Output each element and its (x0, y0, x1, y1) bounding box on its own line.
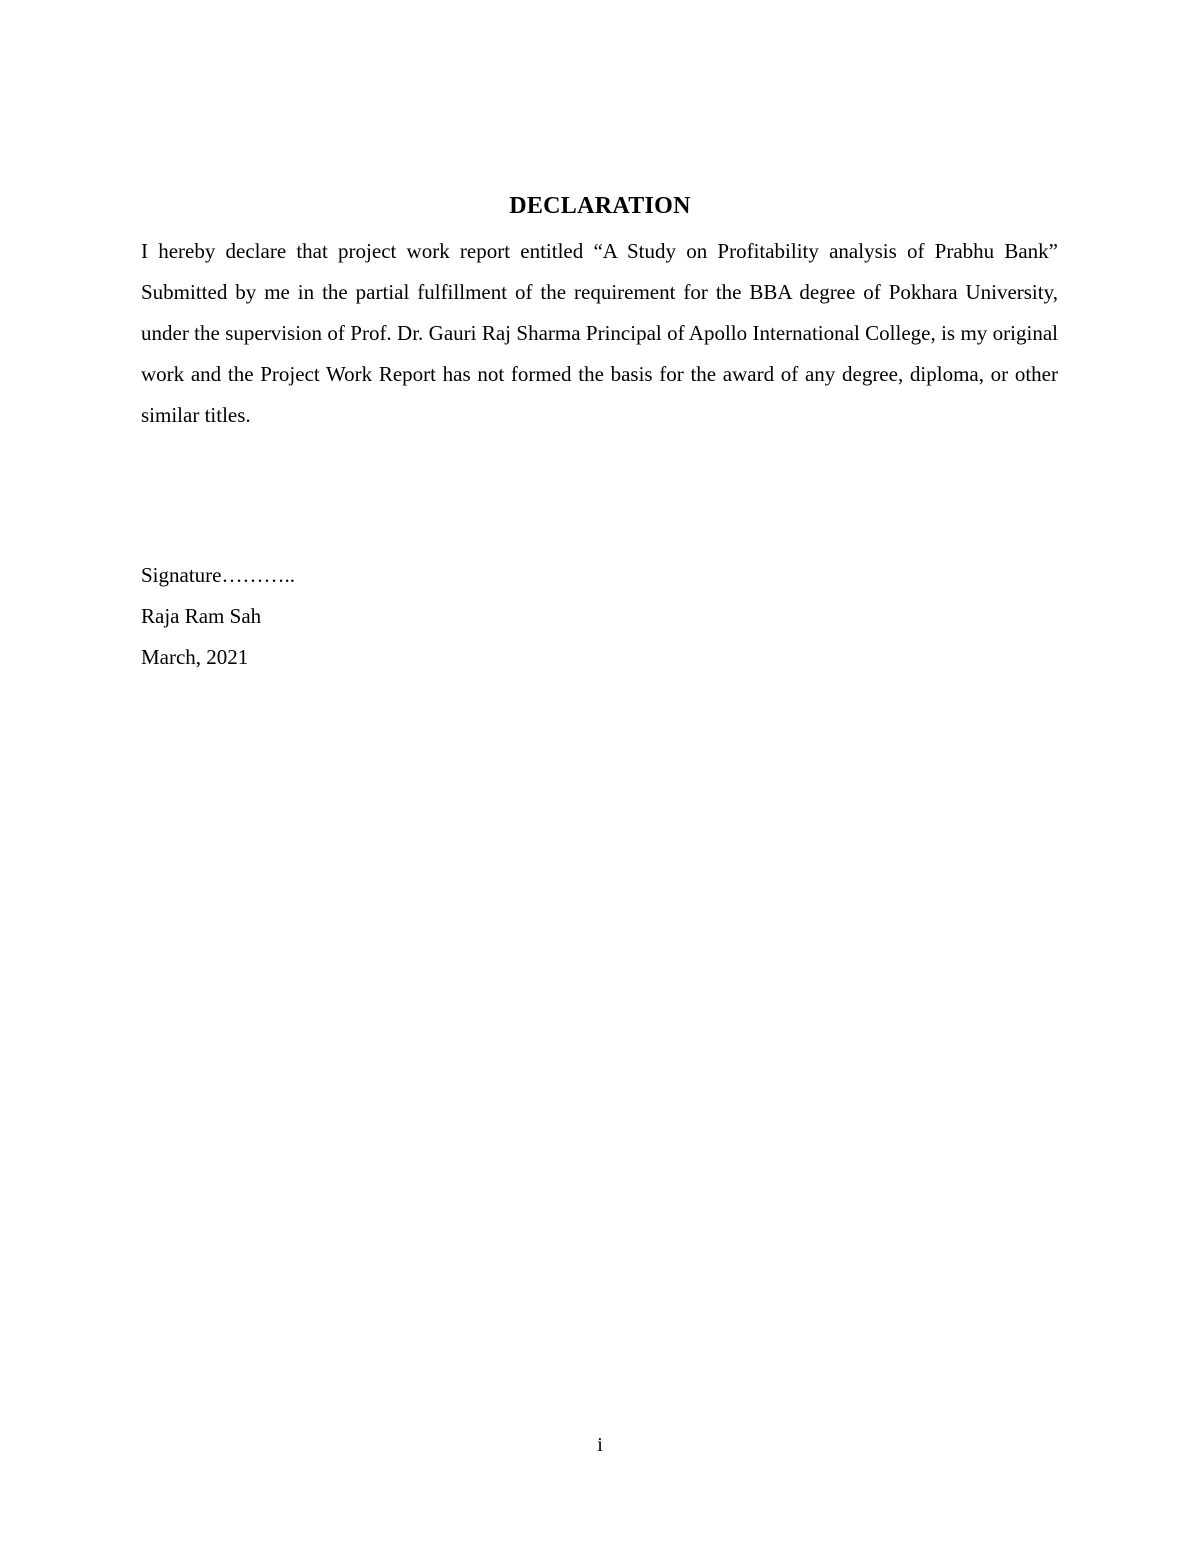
page-number: i (597, 1434, 603, 1456)
declaration-paragraph: I hereby declare that project work report entitled “A Study on Profitability analysis of Prabhu Bank” Submitted by me in the partial fulfillment of the requirement for the BBA degree of Pokhara University, under the supervision of Prof. Dr. Gauri Raj Sharma Principal of Apollo International College, is my original work and the Project Work Report has not formed the basis for the award of any degree, diploma, or other similar titles. (141, 239, 1058, 427)
signature-line: Signature……….. (141, 563, 295, 587)
declaration-date: March, 2021 (141, 645, 249, 669)
author-name: Raja Ram Sah (141, 604, 262, 628)
page-title: DECLARATION (509, 193, 691, 219)
